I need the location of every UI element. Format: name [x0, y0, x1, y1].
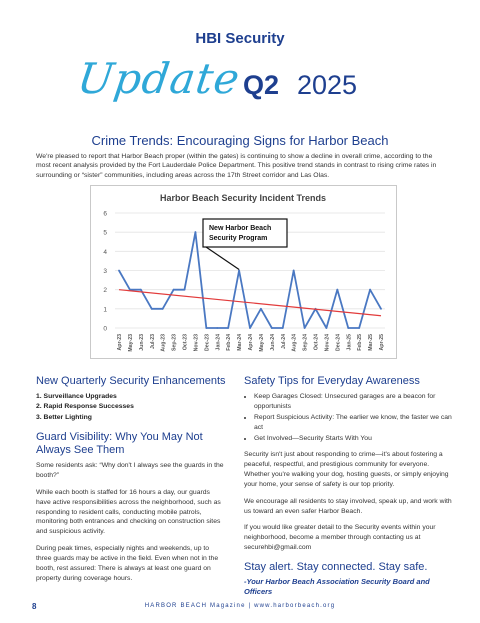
- x-tick-label: Jun-24: [269, 334, 276, 351]
- x-tick-label: May-23: [127, 334, 134, 352]
- tip-item: • Get Involved—Security Starts With You: [254, 434, 454, 444]
- chart-svg: [91, 186, 396, 358]
- enhancements-heading: New Quarterly Security Enhancements: [36, 375, 226, 387]
- visibility-paragraph: While each booth is staffed for 16 hours a day, our guards have active responsibilities across the neighborhood, such as responding to resident calls, conducting mobile patrols, monitoring both entrances and checking on construction sites and suspicious activity.: [36, 488, 221, 536]
- data-point: [293, 270, 295, 272]
- data-point: [238, 270, 240, 272]
- left-column: [36, 375, 226, 590]
- tagline: Stay alert. Stay connected. Stay safe.: [244, 561, 428, 573]
- chart-title: Harbor Beach Security Incident Trends: [159, 193, 327, 203]
- enhancement-item: 1. Surveillance Upgrades: [36, 393, 117, 401]
- annotation-text: New Harbor Beach: [209, 225, 272, 232]
- x-tick-label: Apr-25: [379, 334, 385, 351]
- x-tick-label: Sep-23: [171, 334, 178, 352]
- tips-paragraph: We encourage all residents to stay involved, speak up, and work with us toward an even safer Harbor Beach.: [244, 497, 452, 515]
- x-tick-label: Jul-23: [149, 334, 156, 349]
- data-point: [260, 308, 262, 310]
- x-tick-label: Jan-25: [346, 334, 353, 351]
- visibility-paragraph: Some residents ask: “Why don't I always see the guards in the booth?”: [36, 462, 224, 479]
- annotation-text: Security Program: [209, 235, 268, 242]
- data-point: [282, 327, 284, 329]
- y-tick-label: 0: [103, 325, 107, 333]
- y-tick-label: 3: [103, 268, 107, 275]
- x-tick-label: Jun-23: [138, 334, 145, 351]
- safety-tips-heading: Safety Tips for Everyday Awareness: [244, 375, 420, 387]
- data-point: [358, 327, 360, 329]
- contact-paragraph: If you would like greater detail to the Security events within your neighborhood, become a member through contacting us at securehbi@gmail.com: [244, 524, 436, 552]
- visibility-heading: Guard Visibility: Why You May Not Always See Them: [36, 430, 203, 456]
- quarter-label: Q2: [243, 70, 280, 100]
- x-tick-label: Aug-24: [291, 334, 298, 352]
- x-tick-label: Nov-24: [324, 334, 331, 352]
- tips-paragraph: Security isn't just about responding to crime—it's about fostering a peaceful, respectful, and prestigious community for everyone. Whether you're walking your dog, hosting guests, or simply enjoying your home, your sense of safety is our top priority.: [244, 451, 449, 488]
- incident-trend-chart: [90, 185, 397, 359]
- x-tick-label: Dec-24: [335, 334, 342, 352]
- visibility-paragraph: During peak times, especially nights and weekends, up to three guards may be active in the field. Even when not in the booth, rest assured: There is always at least one guard on property during coverage hours.: [36, 545, 219, 582]
- magazine-section-title: HBI Security: [195, 30, 285, 47]
- data-point: [380, 308, 382, 310]
- x-tick-label: Dec-23: [204, 334, 211, 352]
- data-point: [216, 327, 218, 329]
- data-point: [162, 308, 164, 310]
- x-tick-label: Apr-23: [117, 334, 123, 351]
- y-tick-label: 5: [103, 229, 107, 237]
- right-column: [244, 375, 454, 597]
- data-point: [184, 289, 186, 291]
- data-point: [118, 270, 120, 272]
- tip-item: • Keep Garages Closed: Unsecured garages are a beacon for opportunists: [254, 392, 454, 412]
- page-number: 8: [32, 602, 37, 611]
- data-point: [326, 327, 328, 329]
- x-tick-label: Oct-24: [313, 334, 320, 351]
- y-tick-label: 2: [103, 287, 107, 295]
- update-script-title: Update: [74, 54, 244, 103]
- data-point: [151, 308, 153, 310]
- annotation-pointer: [206, 247, 239, 270]
- signature: -Your Harbor Beach Association Security Board and Officers: [244, 577, 430, 596]
- x-tick-label: Mar-25: [368, 334, 375, 351]
- x-tick-label: Aug-23: [160, 334, 167, 352]
- enhancements-list: [36, 392, 226, 423]
- y-tick-label: 1: [103, 306, 107, 314]
- data-point: [205, 327, 207, 329]
- y-tick-label: 4: [103, 248, 107, 256]
- data-point: [347, 327, 349, 329]
- intro-paragraph: We're pleased to report that Harbor Beach proper (within the gates) is continuing to show a decline in overall crime, according to the most recent analysis provided by the Fort Lauderdale Police Department. This positive trend stands in contrast to rising crime rates in surrounding or “sister” communities, including areas across the 17th Street corridor and Las Olas.: [36, 153, 437, 179]
- data-point: [195, 231, 197, 233]
- footer-text: HARBOR BEACH Magazine | www.harborbeach.org: [144, 603, 336, 609]
- x-tick-label: Nov-23: [193, 334, 200, 352]
- x-tick-label: Apr-24: [248, 334, 254, 351]
- enhancement-item: 2. Rapid Response Successes: [36, 403, 134, 411]
- data-point: [304, 327, 306, 329]
- data-point: [336, 289, 338, 291]
- data-point: [173, 289, 175, 291]
- x-tick-label: May-24: [258, 334, 265, 352]
- x-tick-label: Jan-24: [215, 334, 222, 351]
- year-label: 2025: [297, 70, 358, 100]
- data-point: [271, 327, 273, 329]
- x-tick-label: Mar-24: [237, 334, 244, 351]
- tip-item: • Report Suspicious Activity: The earlier we know, the faster we can act: [254, 413, 454, 433]
- crime-trends-heading: Crime Trends: Encouraging Signs for Harbor Beach: [91, 133, 389, 148]
- x-tick-label: Jul-24: [280, 334, 287, 349]
- enhancement-item: 3. Better Lighting: [36, 413, 92, 421]
- y-tick-label: 6: [103, 210, 107, 218]
- data-point: [249, 327, 251, 329]
- x-tick-label: Sep-24: [302, 334, 309, 352]
- x-tick-label: Oct-23: [182, 334, 189, 351]
- data-point: [369, 289, 371, 291]
- data-point: [140, 289, 142, 291]
- x-tick-label: Feb-25: [357, 334, 364, 351]
- data-point: [227, 327, 229, 329]
- annotation-box: [203, 219, 287, 247]
- safety-tips-list: [244, 392, 454, 443]
- x-tick-label: Feb-24: [226, 334, 233, 351]
